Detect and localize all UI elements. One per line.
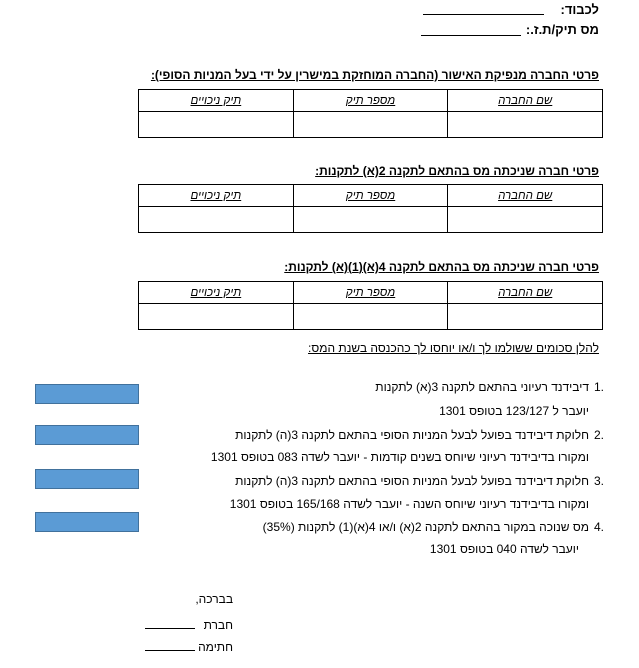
item-3-line1: חלוקת דיבידנד בפועל לבעל המניות הסופי בהתאם לתקנה 3(ה) לתקנות [235, 474, 589, 488]
column-company-name: שם החברה [448, 185, 603, 207]
item-4-line1: מס שנוכה במקור בהתאם לתקנה 2(א) ו/או 4(א)(1) לתקנות (35%) [262, 520, 589, 534]
input-file-number[interactable] [293, 304, 448, 330]
item-2-line1: חלוקת דיבידנד בפועל לבעל המניות הסופי בהתאם לתקנה 3(ה) לתקנות [235, 428, 589, 442]
item-3-amount-field[interactable] [35, 469, 139, 489]
recipient-label: לכבוד: [560, 2, 599, 17]
item-1-amount-field[interactable] [35, 384, 139, 404]
section-2-title: פרטי חברה שניכתה מס בהתאם לתקנה 2(א) לתקנות: [315, 164, 599, 178]
input-file-number[interactable] [293, 207, 448, 233]
input-deductions-file[interactable] [139, 304, 294, 330]
amounts-intro: להלן סכומים ששולמו לך ו/או יוחסו לך כהכנסה בשנת המס: [308, 341, 599, 355]
signature-line[interactable] [145, 637, 195, 651]
section-2-table [138, 184, 603, 233]
input-company-name[interactable] [448, 112, 603, 138]
item-2-line2: ומקורו בדיבידנד רעיוני שיוחס בשנים קודמות - יועבר לשדה 083 בטופס 1301 [210, 450, 589, 464]
input-company-name[interactable] [448, 304, 603, 330]
recipient-line[interactable] [423, 2, 544, 15]
input-file-number[interactable] [293, 112, 448, 138]
item-4-line2: יועבר לשדה 040 בטופס 1301 [429, 542, 579, 556]
item-4-amount-field[interactable] [35, 512, 139, 532]
section-3-title: פרטי חברה שניכתה מס בהתאם לתקנה 4(א)(1)(א) לתקנות: [284, 260, 599, 274]
column-company-name: שם החברה [448, 90, 603, 112]
section-1-table [138, 89, 603, 138]
item-2-number: 2. [594, 428, 605, 442]
column-deductions-file: תיק ניכויים [139, 282, 294, 304]
item-1-line2: יועבר ל 123/127 בטופס 1301 [439, 404, 589, 418]
item-1-number: 1. [594, 380, 605, 394]
section-3-table [138, 281, 603, 330]
input-company-name[interactable] [448, 207, 603, 233]
company-label: חברת [203, 618, 233, 632]
column-deductions-file: תיק ניכויים [139, 90, 294, 112]
column-file-number: מספר תיק [293, 185, 448, 207]
input-deductions-file[interactable] [139, 112, 294, 138]
column-deductions-file: תיק ניכויים [139, 185, 294, 207]
item-3-line2: ומקורו בדיבידנד רעיוני שיוחס השנה - יועבר לשדה 165/168 בטופס 1301 [229, 497, 589, 511]
input-deductions-file[interactable] [139, 207, 294, 233]
company-line[interactable] [145, 615, 195, 629]
item-4-number: 4. [594, 520, 605, 534]
column-company-name: שם החברה [448, 282, 603, 304]
column-file-number: מספר תיק [293, 282, 448, 304]
regards-text: בברכה, [195, 592, 233, 606]
section-1-title: פרטי החברה מנפיקת האישור (החברה המוחזקת במישרין על ידי בעל המניות הסופי): [150, 68, 599, 82]
file-id-label: מס תיק/ת.ז.: [525, 22, 599, 37]
column-file-number: מספר תיק [293, 90, 448, 112]
item-1-line1: דיבידנד רעיוני בהתאם לתקנה 3(א) לתקנות [375, 380, 589, 394]
file-id-line[interactable] [421, 23, 521, 36]
item-2-amount-field[interactable] [35, 425, 139, 445]
signature-label: חתימה [198, 640, 233, 654]
item-3-number: 3. [594, 474, 605, 488]
